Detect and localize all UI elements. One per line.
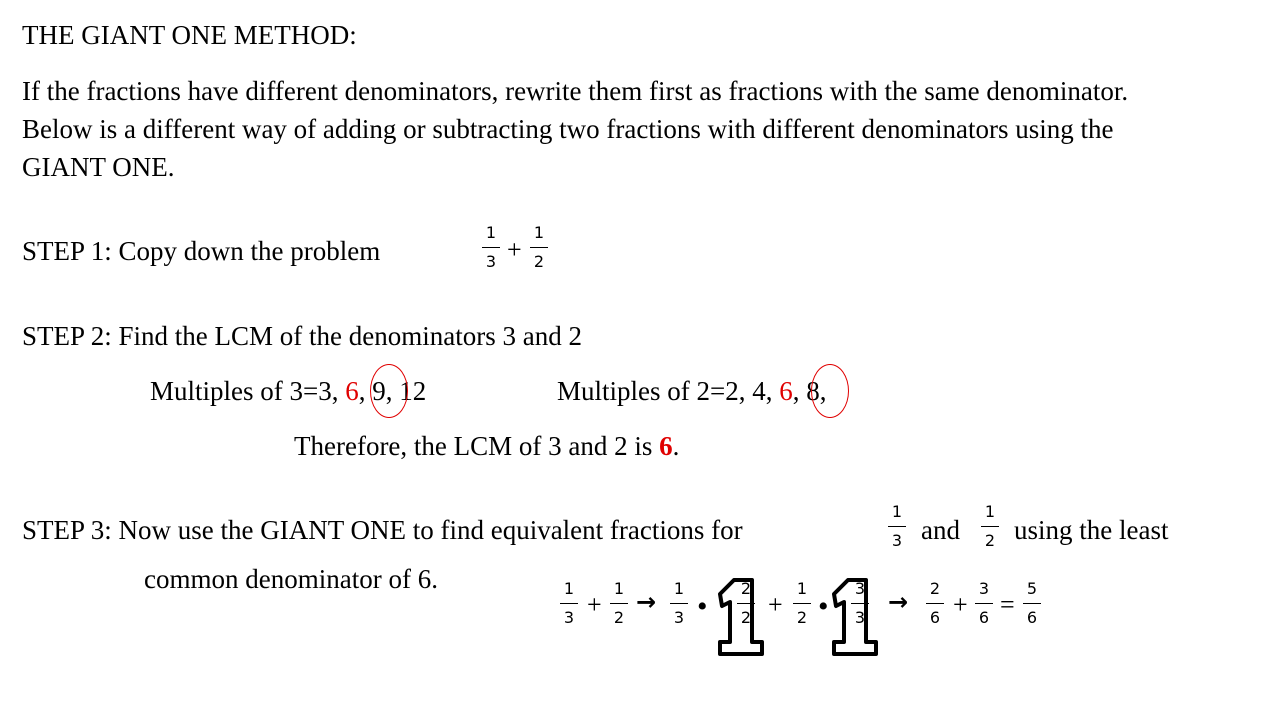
step1-fraction-2 — [530, 224, 548, 271]
numerator: 1 — [613, 579, 625, 598]
eq-plus-2: + — [768, 590, 783, 619]
eq-fraction-a — [560, 580, 578, 627]
numerator: 2 — [929, 579, 941, 598]
arrow-right-icon: → — [636, 588, 657, 616]
numerator: 3 — [854, 579, 866, 598]
arrow-right-icon: → — [888, 588, 909, 616]
eq-final-result — [1023, 580, 1041, 627]
eq-plus-1: + — [587, 590, 602, 619]
highlight-circle — [811, 364, 849, 418]
lcm-conclusion-suffix: . — [672, 431, 680, 461]
denominator: 6 — [978, 608, 990, 627]
numerator: 1 — [796, 579, 808, 598]
lcm-conclusion-prefix: Therefore, the LCM of 3 and 2 is — [294, 431, 660, 461]
multiples-of-3-suffix: , 9, 12 — [358, 376, 427, 406]
highlight-circle — [370, 364, 408, 418]
eq-plus-3: + — [953, 590, 968, 619]
numerator: 1 — [563, 579, 575, 598]
multiples-of-2-prefix: Multiples of 2=2, 4, — [557, 376, 780, 406]
multiples-of-3-prefix: Multiples of 3=3, — [150, 376, 346, 406]
step3-tail: using the least — [1014, 515, 1169, 545]
denominator: 6 — [1026, 608, 1038, 627]
denominator: 2 — [740, 608, 752, 627]
eq-equals: = — [1000, 590, 1015, 619]
denominator: 2 — [796, 608, 808, 627]
step1-fraction-1 — [482, 224, 500, 271]
eq-result-fraction-1 — [926, 580, 944, 627]
step3-label: STEP 3: Now use the GIANT ONE to find equivalent fractions for — [22, 515, 743, 545]
page-heading: THE GIANT ONE METHOD: — [22, 20, 357, 50]
denominator: 3 — [485, 252, 497, 271]
denominator: 3 — [673, 608, 685, 627]
numerator: 1 — [673, 579, 685, 598]
numerator: 1 — [984, 502, 996, 521]
lcm-value: 6 — [659, 431, 673, 461]
numerator: 1 — [485, 223, 497, 242]
step3-fraction-1 — [888, 503, 906, 550]
numerator: 1 — [891, 502, 903, 521]
eq-dot-1: • — [697, 590, 708, 623]
lcm-conclusion — [294, 433, 679, 460]
numerator: 3 — [978, 579, 990, 598]
eq-dot-2: • — [818, 590, 829, 623]
multiples-of-3-lcm: 6 — [345, 376, 359, 406]
multiples-of-2 — [557, 378, 826, 405]
step3-fraction-2 — [981, 503, 999, 550]
denominator: 6 — [929, 608, 941, 627]
denominator: 3 — [563, 608, 575, 627]
eq-result-fraction-2 — [975, 580, 993, 627]
intro-paragraph: If the fractions have different denominators, rewrite them first as fractions with the same denominator. Below is a different way of adding or subtracting two fractions with different denominators using the GIANT ONE. — [22, 76, 1129, 182]
step3-line2: common denominator of 6. — [144, 564, 438, 594]
denominator: 3 — [854, 608, 866, 627]
eq-fraction-c — [670, 580, 688, 627]
denominator: 2 — [613, 608, 625, 627]
denominator: 2 — [984, 531, 996, 550]
step2-label: STEP 2: Find the LCM of the denominators 3 and 2 — [22, 321, 582, 351]
denominator: 3 — [891, 531, 903, 550]
eq-fraction-e — [793, 580, 811, 627]
step1-label: STEP 1: Copy down the problem — [22, 236, 381, 266]
numerator: 1 — [533, 223, 545, 242]
step3-and: and — [921, 515, 960, 545]
giant-one-fraction-1 — [737, 580, 755, 627]
numerator: 2 — [740, 579, 752, 598]
multiples-of-2-suffix: , 8, — [792, 376, 827, 406]
giant-one-fraction-2 — [851, 580, 869, 627]
numerator: 5 — [1026, 579, 1038, 598]
multiples-of-2-lcm: 6 — [779, 376, 793, 406]
eq-fraction-b — [610, 580, 628, 627]
denominator: 2 — [533, 252, 545, 271]
step1-plus: + — [507, 235, 522, 264]
